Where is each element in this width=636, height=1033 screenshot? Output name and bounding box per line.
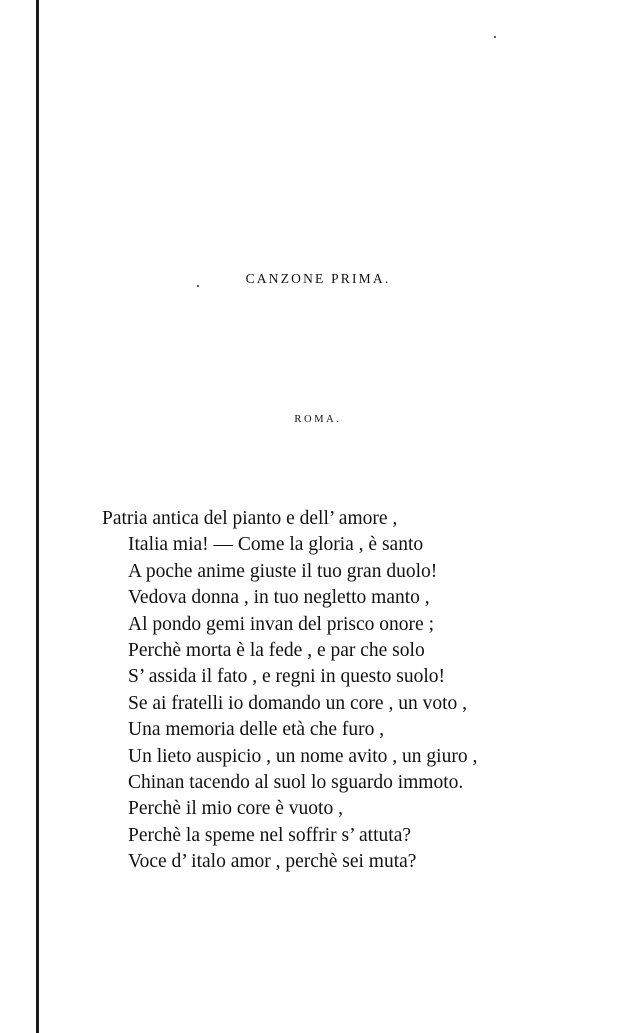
poem-stanza [102,506,622,876]
verse-line: Una memoria delle età che furo , [128,719,385,741]
canzone-title: CANZONE PRIMA. [245,271,391,286]
verse-line: Perchè morta è la fede , e par che solo [128,640,425,662]
verse-line: S’ assida il fato , e regni in questo suolo! [128,666,445,688]
verse-line: Italia mia! — Come la gloria , è santo [128,534,424,556]
verse-line: Chinan tacendo al suol lo sguardo immoto. [128,772,464,794]
verse-line: A poche anime giuste il tuo gran duolo! [128,560,438,582]
verse-line: Un lieto auspicio , un nome avito , un giuro , [128,745,478,767]
paper-speck [494,36,496,38]
verse-line: Se ai fratelli io domando un core , un voto , [128,692,468,714]
poem-subtitle: ROMA. [294,414,342,425]
verse-line: Perchè la speme nel soffrir s’ attuta? [128,824,411,846]
verse-line: Vedova donna , in tuo negletto manto , [128,587,430,609]
verse-line: Voce d’ italo amor , perchè sei muta? [128,851,417,873]
page-gutter-edge [36,0,39,1033]
verse-line: Patria antica del pianto e dell’ amore , [102,508,398,529]
verse-line: Perchè il mio core è vuoto , [128,798,343,820]
verse-line: Al pondo gemi invan del prisco onore ; [128,613,434,635]
